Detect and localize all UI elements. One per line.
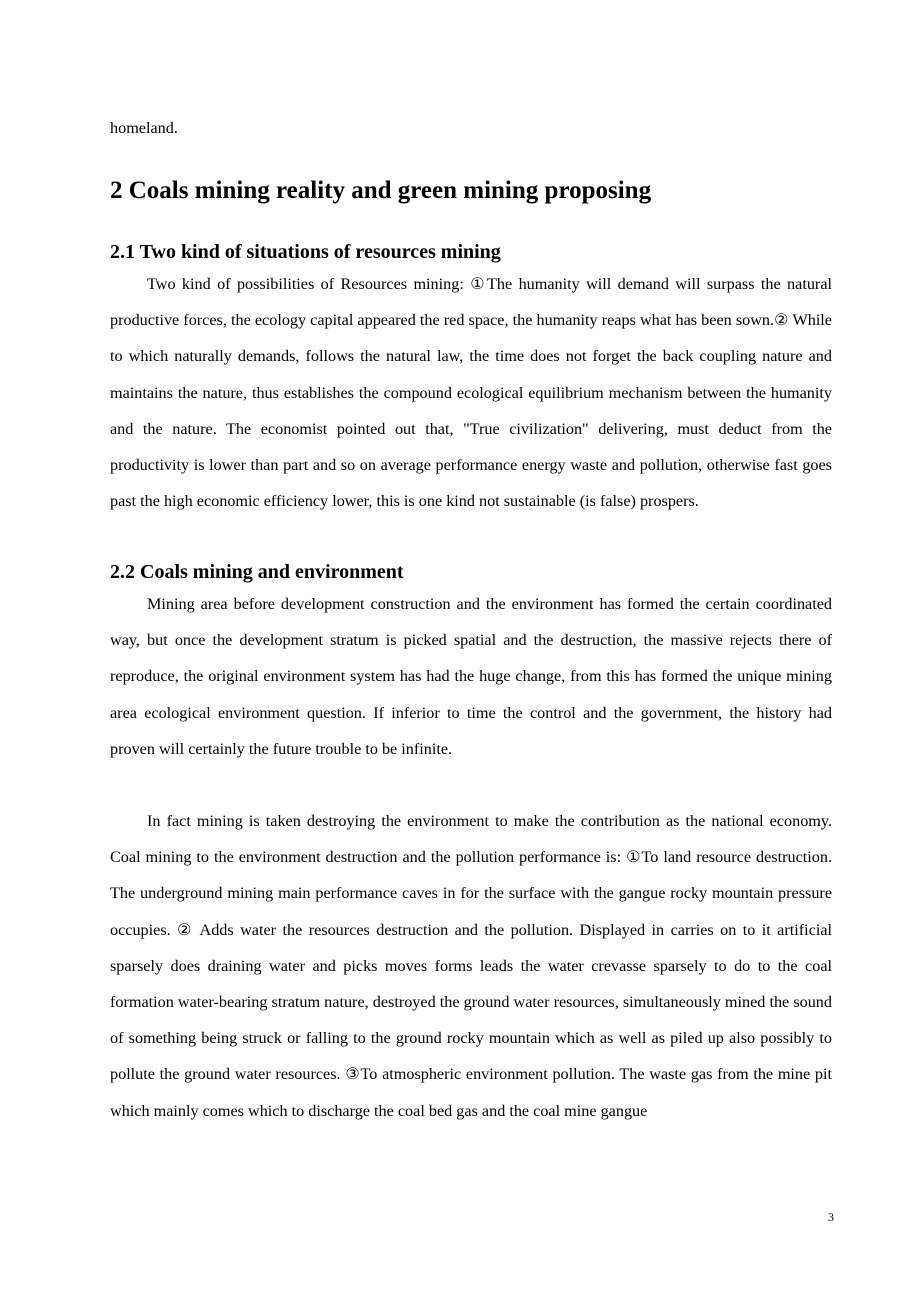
paragraph-2-1-1: Two kind of possibilities of Resources mining: ①The humanity will demand will surpass the natural productive forces, the ecology capital appeared the red space, the humanity reaps what has been sown.② While to which naturally demands, follows the natural law, the time does not forget the back coupling nature and maintains the nature, thus establishes the compound ecological equilibrium mechanism between the humanity and the nature. The economist pointed out that, "True civilization" delivering, must deduct from the productivity is lower than part and so on average performance energy waste and pollution, otherwise fast goes past the high economic efficiency lower, this is one kind not sustainable (is false) prospers. bbox=[110, 275, 832, 511]
page-number: 3 bbox=[828, 1210, 834, 1224]
paragraph-2-2-1: Mining area before development construction and the environment has formed the certain coordinated way, but once the development stratum is picked spatial and the destruction, the massive rejects there of reproduce, the original environment system has had the huge change, from this has formed the unique mining area ecological environment question. If inferior to time the control and the government, the history had proven will certainly the future trouble to be infinite. bbox=[110, 595, 832, 758]
section-heading: 2 Coals mining reality and green mining proposing bbox=[110, 177, 652, 204]
lead-text: homeland. bbox=[110, 119, 178, 137]
subsection-heading-2-1: 2.1 Two kind of situations of resources mining bbox=[110, 241, 501, 263]
subsection-heading-2-2: 2.2 Coals mining and environment bbox=[110, 561, 404, 583]
paragraph-2-2-2: In fact mining is taken destroying the environment to make the contribution as the national economy. Coal mining to the environment destruction and the pollution performance is: ①To land resource destruction. The underground mining main performance caves in for the surface with the gangue rocky mountain pressure occupies. ② Adds water the resources destruction and the pollution. Displayed in carries on to it artificial sparsely does draining water and picks moves forms leads the water crevasse sparsely to do to the coal formation water-bearing stratum nature, destroyed the ground water resources, simultaneously mined the sound of something being struck or falling to the ground rocky mountain which as well as piled up also possibly to pollute the ground water resources. ③To atmospheric environment pollution. The waste gas from the mine pit which mainly comes which to discharge the coal bed gas and the coal mine gangue bbox=[110, 812, 832, 1120]
